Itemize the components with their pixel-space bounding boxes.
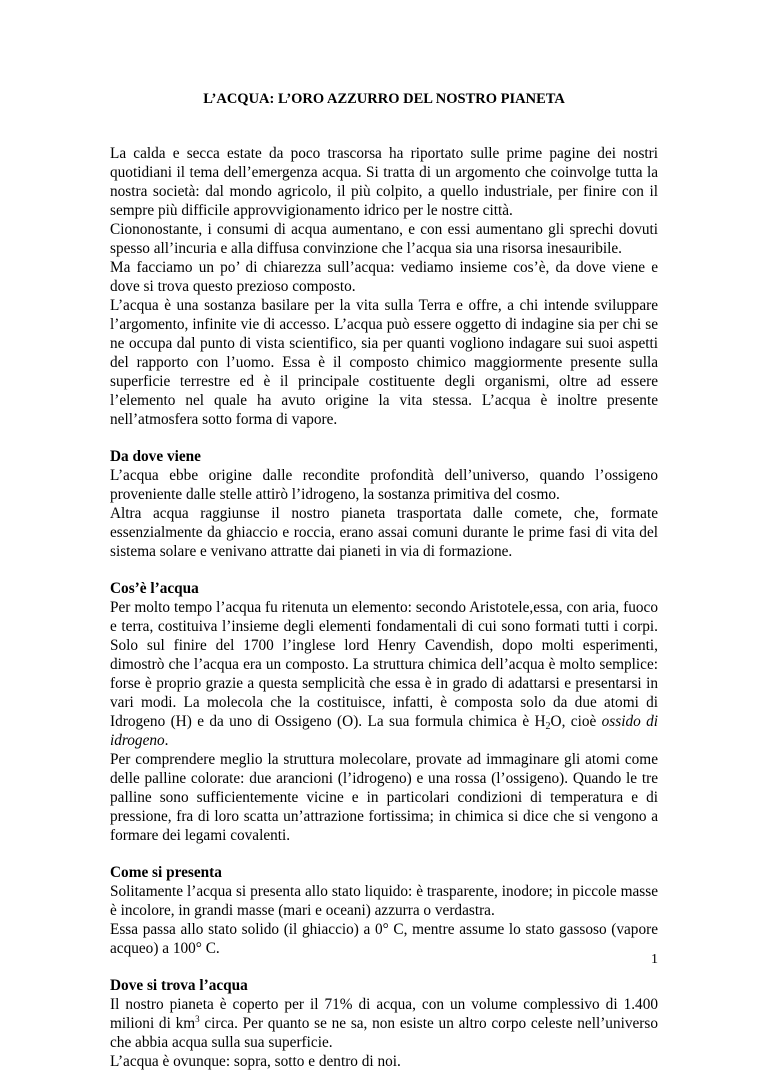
origin-paragraph-2: Altra acqua raggiunse il nostro pianeta trasportata dalle comete, che, formate essenzialmente da ghiaccio e roccia, erano assai comuni durante le prime fasi di vita del sistema solare e venivano attratte dai pianeti in via di formazione. — [110, 505, 658, 560]
intro-paragraph-4: L’acqua è una sostanza basilare per la vita sulla Terra e offre, a chi intende sviluppare l’argomento, infinite vie di accesso. L’acqua può essere oggetto di indagine sia per chi se ne occupa dal punto di vista scientifico, sia per quanti vogliono indagare sui suoi aspetti del rapporto con l’uomo. Essa è il composto chimico maggiormente presente sulla superficie terrestre ed è il principale costituente degli organismi, oltre ad essere l’elemento nel quale ha avuto origine la vita stessa. L’acqua è inoltre presente nell’atmosfera sotto forma di vapore. — [110, 297, 658, 428]
cubic-superscript: 3 — [195, 1014, 200, 1024]
where-section — [110, 976, 658, 1071]
where-p1-text: Il nostro pianeta è coperto per il 71% di acqua, con un volume complessivo di 1.400 milioni di km — [110, 996, 658, 1032]
what-p1-end: . — [164, 732, 169, 749]
appearance-paragraph-2: Essa passa allo stato solido (il ghiaccio) a 0° C, mentre assume lo stato gassoso (vapore acqueo) a 100° C. — [110, 921, 658, 957]
origin-heading: Da dove viene — [110, 448, 201, 465]
what-p1-text: Per molto tempo l’acqua fu ritenuta un elemento: secondo Aristotele,essa, con aria, fuoco e terra, costituiva l’insieme degli elementi fondamentali di cui sono formati tutti i corpi. Solo sul finire del 1700 l’inglese lord Henry Cavendish, dopo molti esperimenti, dimostrò che l’acqua era un composto. La struttura chimica dell’acqua è molto semplice: forse è proprio grazie a questa semplicità che essa è in grado di adattarsi e presentarsi in vari modi. La molecola che la costituisce, infatti, è composta solo da due atomi di Idrogeno (H) e da uno di Ossigeno (O). La sua formula chimica è H — [110, 599, 658, 730]
origin-paragraph-1: L’acqua ebbe origine dalle recondite profondità dell’universo, quando l’ossigeno proveniente dalle stelle attirò l’idrogeno, la sostanza primitiva del cosmo. — [110, 467, 658, 503]
intro-paragraph-1: La calda e secca estate da poco trascorsa ha riportato sulle prime pagine dei nostri quotidiani il tema dell’emergenza acqua. Si tratta di un argomento che coinvolge tutta la nostra società: dal mondo agricolo, il più colpito, a quello industriale, per finire con il sempre più difficile approvvigionamento idrico per le nostre città. — [110, 145, 658, 219]
what-p1-text-b: O, cioè — [550, 713, 602, 730]
formula-subscript: 2 — [545, 721, 551, 732]
where-paragraph-2: L’acqua è ovunque: sopra, sotto e dentro di noi. — [110, 1053, 401, 1070]
where-heading: Dove si trova l’acqua — [110, 977, 248, 994]
intro-paragraph-2: Ciononostante, i consumi di acqua aumentano, e con essi aumentano gli sprechi dovuti spesso all’incuria e alla diffusa convinzione che l’acqua sia una risorsa inesauribile. — [110, 221, 658, 257]
appearance-heading: Come si presenta — [110, 864, 222, 881]
intro-paragraph-3: Ma facciamo un po’ di chiarezza sull’acqua: vediamo insieme cos’è, da dove viene e dove si trova questo prezioso composto. — [110, 259, 658, 295]
appearance-section — [110, 863, 658, 958]
what-paragraph-1 — [110, 598, 658, 750]
formula-name: ossido di idrogeno — [110, 713, 659, 749]
origin-section — [110, 447, 658, 561]
what-section — [110, 579, 658, 845]
what-paragraph-2: Per comprendere meglio la struttura molecolare, provate ad immaginare gli atomi come delle palline colorate: due arancioni (l’idrogeno) e una rossa (l’ossigeno). Quando le tre palline sono sufficientemente vicine e in particolari condizioni di temperatura e di pressione, fra di loro scatta un’attrazione fortissima; in chimica si dice che si vengono a formare dei legami covalenti. — [110, 751, 658, 844]
appearance-paragraph-1: Solitamente l’acqua si presenta allo stato liquido: è trasparente, inodore; in piccole masse è incolore, in grandi masse (mari e oceani) azzurra o verdastra. — [110, 883, 658, 919]
document-title: L’ACQUA: L’ORO AZZURRO DEL NOSTRO PIANETA — [203, 91, 565, 107]
intro-section — [110, 144, 658, 429]
page-number: 1 — [651, 952, 658, 967]
where-p1-text-b: circa. Per quanto se ne sa, non esiste un altro corpo celeste nell’universo che abbia acqua sulla sua superficie. — [110, 1015, 658, 1051]
where-paragraph-1 — [110, 995, 658, 1052]
what-heading: Cos’è l’acqua — [110, 580, 199, 597]
